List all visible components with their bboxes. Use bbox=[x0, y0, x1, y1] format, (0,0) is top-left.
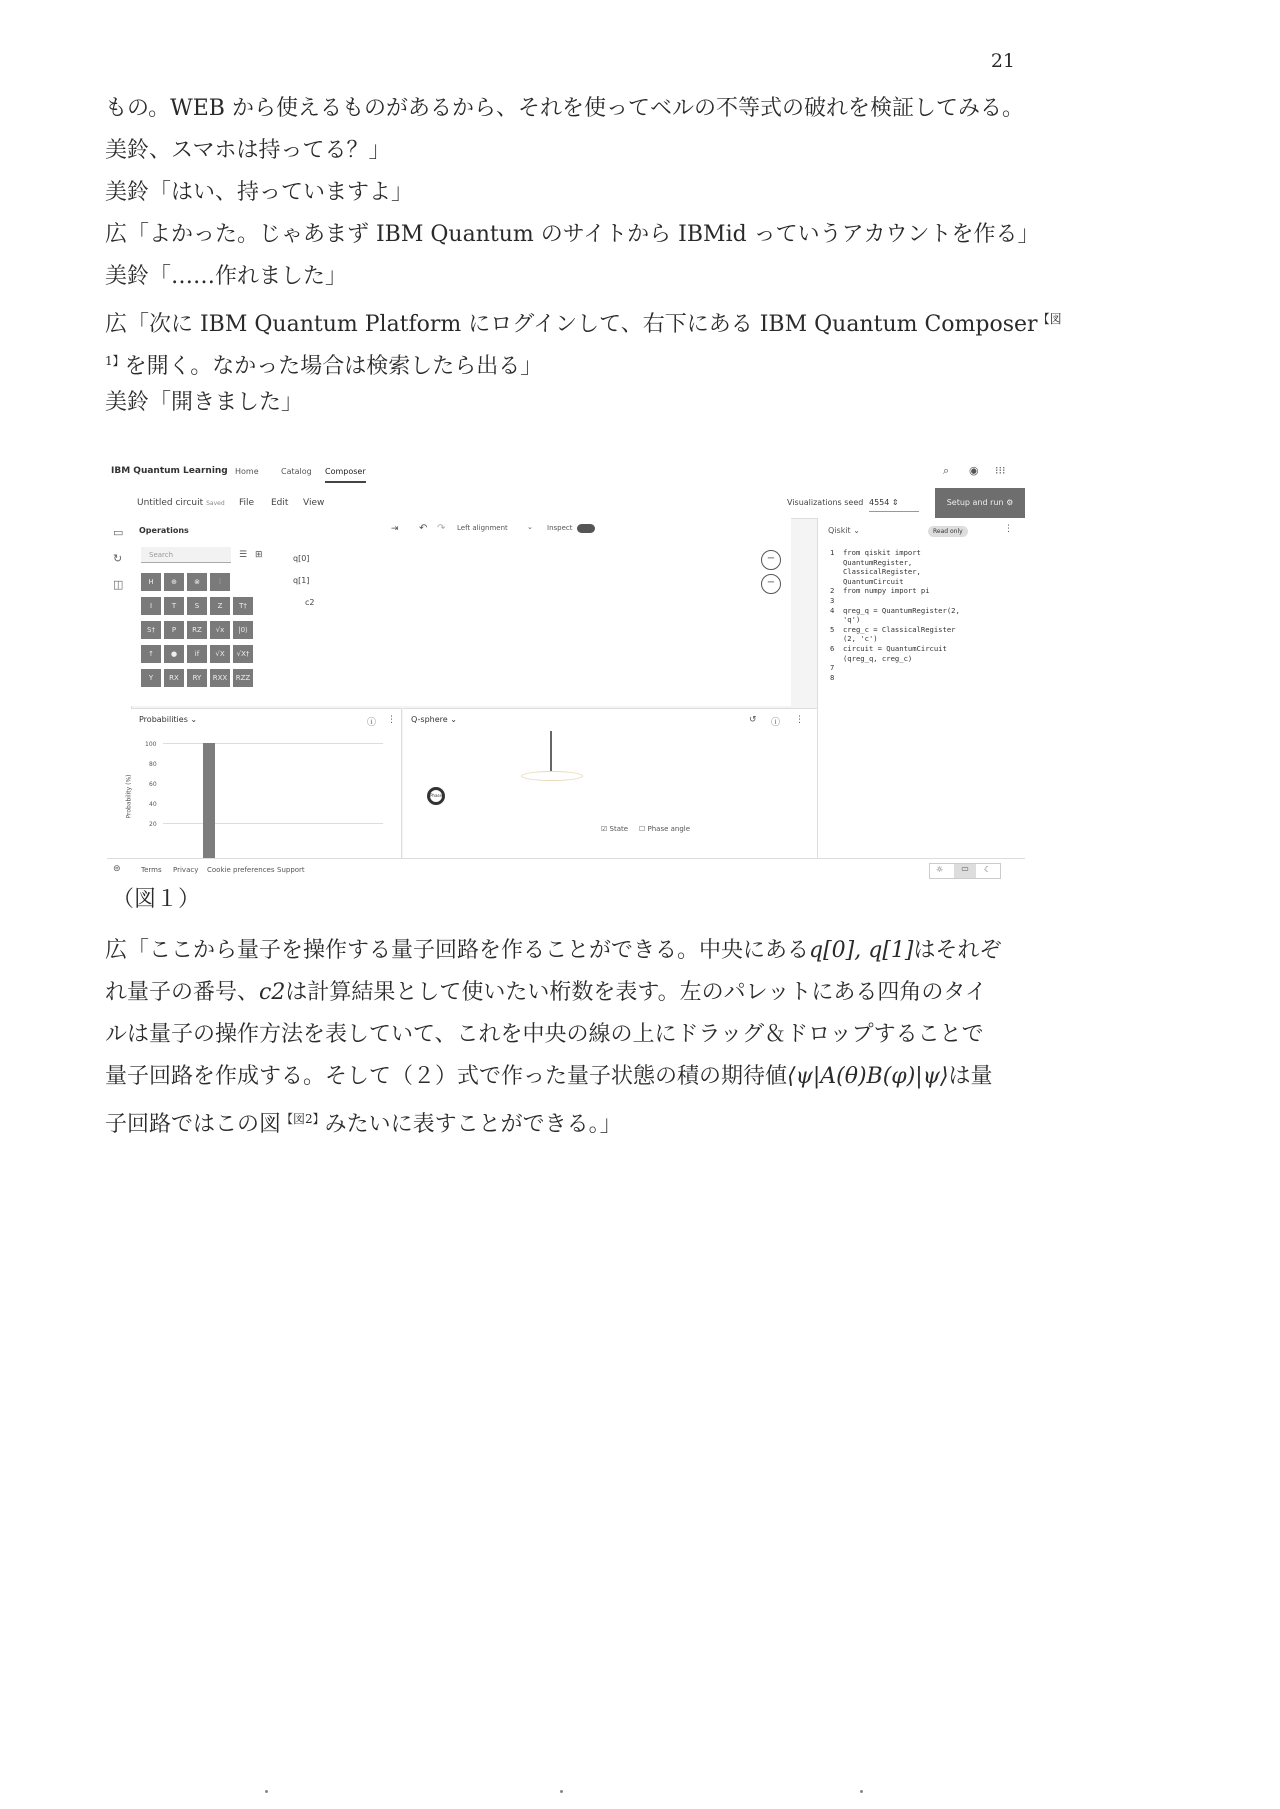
paragraph-line: ルは量子の操作方法を表していて、これを中央の線の上にドラッグ＆ドロップすることで bbox=[105, 1022, 984, 1047]
paragraph-line: 美鈴「……作れました」 bbox=[105, 264, 348, 289]
grid-view-icon[interactable]: ⊞ bbox=[255, 550, 263, 560]
gate-tile[interactable]: RZZ bbox=[233, 669, 253, 687]
gate-tile[interactable]: RY bbox=[187, 669, 207, 687]
info-icon[interactable]: ⓘ bbox=[771, 718, 781, 728]
top-bar bbox=[107, 458, 1025, 489]
paragraph-text: 広「次に IBM Quantum Platform にログインして、右下にある IBM Quantum Composer bbox=[105, 312, 1038, 337]
axis-tick: 40 bbox=[149, 801, 157, 808]
measure-icon[interactable]: − bbox=[761, 574, 781, 594]
user-icon[interactable]: ◉ bbox=[969, 464, 979, 477]
moon-icon[interactable]: ☾ bbox=[984, 865, 992, 874]
undo-icon[interactable]: ↶ bbox=[419, 523, 428, 534]
probabilities-select[interactable]: Probabilities ⌄ bbox=[139, 715, 198, 724]
saved-status: Saved bbox=[206, 500, 225, 507]
paragraph-line: 美鈴「開きました」 bbox=[105, 390, 304, 415]
search-input[interactable]: Search bbox=[141, 547, 231, 563]
gate-palette bbox=[141, 573, 271, 693]
probability-axis-label: Probability (%) bbox=[125, 774, 133, 819]
q-sphere-ring bbox=[521, 771, 583, 781]
sun-icon[interactable]: ☼ bbox=[936, 865, 944, 874]
gridline bbox=[163, 743, 383, 744]
math-expression: ⟨ψ|A(θ)B(φ)|ψ⟩ bbox=[787, 1064, 949, 1089]
paragraph-text: は量 bbox=[948, 1064, 993, 1089]
figure-reference: 1】 bbox=[105, 354, 125, 368]
state-checkbox[interactable]: ☑ State bbox=[601, 825, 629, 833]
probability-bar bbox=[203, 743, 215, 859]
gridline bbox=[163, 823, 383, 824]
q-sphere-panel bbox=[403, 708, 817, 859]
probabilities-panel bbox=[125, 708, 402, 859]
paragraph-text: は計算結果として使いたい桁数を表す。左のパレットにある四角のタイ bbox=[285, 980, 987, 1005]
footer-link-support[interactable]: Support bbox=[277, 866, 305, 874]
align-icon[interactable]: ⇥ bbox=[391, 524, 399, 534]
operations-panel bbox=[131, 518, 272, 706]
nav-catalog[interactable]: Catalog bbox=[281, 467, 312, 476]
paragraph-text: はそれぞ bbox=[913, 938, 1002, 963]
qiskit-code: 1 from qiskit import QuantumRegister, ClassicalRegister, QuantumCircuit 2 from numpy import pi 3 4 qreg_q = QuantumRegister(2, 'q') 5 creg_c = ClassicalRegister (2, 'c') 6 circuit = QuantumCircuit (qreg_q, creg_c) 7 8 bbox=[830, 548, 960, 682]
axis-tick: 20 bbox=[149, 821, 157, 828]
paragraph-line: 広「よかった。じゃあまず IBM Quantum のサイトから IBMid っていうアカウントを作る」 bbox=[105, 222, 1040, 247]
gate-tile[interactable]: I bbox=[141, 597, 161, 615]
overflow-menu-icon[interactable]: ⋮ bbox=[1004, 524, 1013, 534]
reset-icon[interactable]: ↺ bbox=[749, 715, 757, 725]
chevron-down-icon[interactable]: ⌄ bbox=[527, 523, 533, 531]
axis-tick: 80 bbox=[149, 761, 157, 768]
gate-tile[interactable]: if bbox=[187, 645, 207, 663]
inspect-toggle[interactable] bbox=[577, 524, 595, 533]
gate-tile[interactable]: ↑ bbox=[141, 645, 161, 663]
gate-tile[interactable]: S† bbox=[141, 621, 161, 639]
history-icon[interactable]: ↻ bbox=[113, 552, 123, 565]
code-language-select[interactable]: Qiskit ⌄ bbox=[828, 526, 860, 535]
paragraph-line bbox=[105, 1098, 1055, 1146]
scan-speck bbox=[560, 1790, 563, 1793]
monitor-icon[interactable]: ▭ bbox=[954, 864, 976, 878]
q-sphere-vector bbox=[550, 731, 552, 771]
gate-tile[interactable]: Y bbox=[141, 669, 161, 687]
figure-caption: （図１） bbox=[112, 887, 201, 912]
menu-edit[interactable]: Edit bbox=[271, 498, 289, 508]
footer-link-cookies[interactable]: Cookie preferences bbox=[207, 866, 275, 874]
axis-tick: 60 bbox=[149, 781, 157, 788]
operations-title: Operations bbox=[139, 526, 189, 535]
scan-speck bbox=[265, 1790, 268, 1793]
paragraph-text: 量子回路を作成する。そして（２）式で作った量子状態の積の期待値 bbox=[105, 1064, 788, 1089]
gate-tile[interactable]: T† bbox=[233, 597, 253, 615]
inspect-label: Inspect bbox=[547, 524, 573, 532]
overflow-menu-icon[interactable]: ⋮ bbox=[387, 715, 396, 725]
gate-tile[interactable]: ⊕ bbox=[164, 573, 184, 591]
figure-reference: 【図2】 bbox=[281, 1112, 325, 1126]
footer bbox=[107, 858, 1025, 883]
panel-icon[interactable]: ◫ bbox=[113, 578, 124, 591]
gate-tile[interactable]: Z bbox=[210, 597, 230, 615]
scan-speck bbox=[860, 1790, 863, 1793]
gate-tile[interactable]: P bbox=[164, 621, 184, 639]
axis-tick: 100 bbox=[145, 741, 157, 748]
alignment-select[interactable]: Left alignment bbox=[457, 524, 508, 532]
info-icon[interactable]: ⓘ bbox=[367, 718, 377, 728]
paragraph-line: もの。WEB から使えるものがあるから、それを使ってベルの不等式の破れを検証してみる。 bbox=[105, 96, 1024, 121]
page-number: 21 bbox=[990, 50, 1015, 72]
gate-tile[interactable]: H bbox=[141, 573, 161, 591]
gate-tile[interactable]: √X† bbox=[233, 645, 253, 663]
gate-tile[interactable]: S bbox=[187, 597, 207, 615]
paragraph-line: 美鈴「はい、持っていますよ」 bbox=[105, 180, 414, 205]
paragraph-text: を開く。なかった場合は検索したら出る」 bbox=[124, 354, 543, 379]
wire-label-c2: c2 bbox=[305, 598, 315, 607]
paragraph-line bbox=[105, 298, 1062, 346]
ibm-icon: ⊜ bbox=[113, 864, 121, 874]
folder-icon[interactable]: ▭ bbox=[113, 526, 124, 539]
paragraph-line: 美鈴、スマホは持ってる？」 bbox=[105, 138, 391, 163]
phase-wheel-icon: Phase bbox=[427, 787, 445, 805]
phase-angle-checkbox[interactable]: ☐ Phase angle bbox=[639, 825, 691, 833]
paragraph-line bbox=[105, 972, 1055, 1014]
seed-input[interactable]: 4554 ⇕ bbox=[869, 495, 919, 512]
menu-view[interactable]: View bbox=[303, 498, 325, 508]
circuit-toolbar bbox=[107, 488, 1025, 519]
canvas-toolbar bbox=[271, 518, 791, 538]
paragraph-text: れ量子の番号、 bbox=[105, 980, 260, 1005]
nav-composer[interactable]: Composer bbox=[325, 467, 366, 483]
math-expression: q[0], q[1] bbox=[809, 938, 914, 963]
gate-tile[interactable]: ⫶ bbox=[210, 573, 230, 591]
paragraph-text: 子回路ではこの図 bbox=[105, 1112, 282, 1137]
paragraph-text: 広「ここから量子を操作する量子回路を作ることができる。中央にある bbox=[105, 938, 810, 963]
list-view-icon[interactable]: ☰ bbox=[239, 550, 248, 560]
seed-label: Visualizations seed bbox=[787, 498, 864, 507]
composer-screenshot bbox=[107, 458, 1025, 874]
footer-link-terms[interactable]: Terms bbox=[141, 866, 162, 874]
nav-home[interactable]: Home bbox=[235, 467, 259, 476]
brand-logo: IBM Quantum Learning bbox=[111, 466, 228, 476]
gate-tile[interactable]: RZ bbox=[187, 621, 207, 639]
read-only-badge: Read only bbox=[928, 526, 968, 537]
figure-reference: 【図 bbox=[1037, 312, 1062, 326]
gate-tile[interactable]: √x bbox=[210, 621, 230, 639]
paragraph-line bbox=[105, 1056, 1055, 1098]
wire-label-q1: q[1] bbox=[293, 576, 310, 585]
paragraph-text: みたいに表すことができる。」 bbox=[324, 1112, 622, 1137]
q-sphere-select[interactable]: Q-sphere ⌄ bbox=[411, 715, 457, 724]
theme-switcher[interactable] bbox=[929, 863, 1001, 879]
search-icon[interactable]: ⌕ bbox=[943, 464, 950, 477]
gate-tile[interactable]: √X bbox=[210, 645, 230, 663]
gate-tile[interactable]: ⊗ bbox=[187, 573, 207, 591]
circuit-title[interactable]: Untitled circuit Saved bbox=[137, 498, 225, 508]
measure-icon[interactable]: − bbox=[761, 550, 781, 570]
math-expression: c2 bbox=[259, 980, 286, 1005]
setup-and-run-button[interactable]: Setup and run ⚙ bbox=[935, 488, 1025, 518]
code-panel bbox=[817, 518, 1026, 858]
gate-tile[interactable]: RXX bbox=[210, 669, 230, 687]
gate-tile[interactable]: |0⟩ bbox=[233, 621, 253, 639]
gate-tile[interactable]: T bbox=[164, 597, 184, 615]
overflow-menu-icon[interactable]: ⋮ bbox=[795, 715, 804, 725]
paragraph-line bbox=[105, 930, 1055, 972]
gate-tile[interactable]: ● bbox=[164, 645, 184, 663]
app-switcher-icon[interactable]: ⁝⁝⁝ bbox=[995, 464, 1006, 477]
wire-label-q0: q[0] bbox=[293, 554, 310, 563]
gate-tile[interactable]: RX bbox=[164, 669, 184, 687]
circuit-canvas[interactable] bbox=[271, 518, 791, 706]
paragraph-line bbox=[105, 340, 1055, 388]
menu-file[interactable]: File bbox=[239, 498, 255, 508]
redo-icon[interactable]: ↷ bbox=[437, 523, 446, 534]
footer-link-privacy[interactable]: Privacy bbox=[173, 866, 199, 874]
